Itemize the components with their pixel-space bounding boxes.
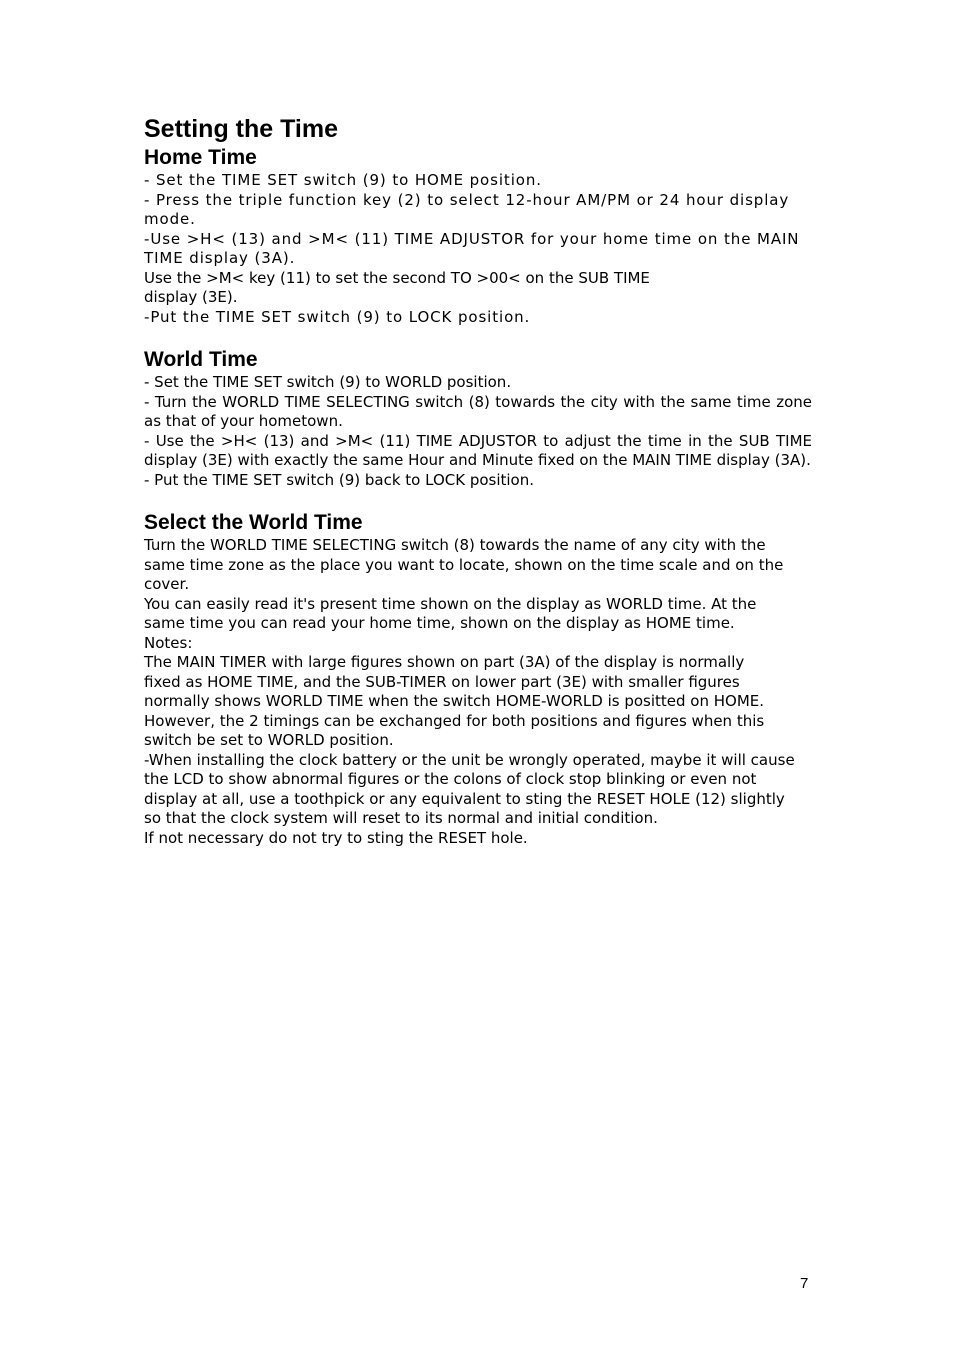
section-select-world-time	[144, 510, 812, 848]
page-number: 7	[800, 1275, 809, 1292]
home-time-step-4: Use the >M< key (11) to set the second TO >00< on the SUB TIME display (3E).	[144, 268, 650, 306]
notes-label: Notes:	[144, 633, 193, 652]
select-world-time-paragraph-2: You can easily read it's present time shown on the display as WORLD time. At the same time you can read your home time, shown on the display as HOME time.	[144, 594, 757, 632]
home-time-step-1: - Set the TIME SET switch (9) to HOME position.	[144, 171, 542, 189]
world-time-step-3: - Use the >H< (13) and >M< (11) TIME ADJUSTOR to adjust the time in the SUB TIME display (3E) with exactly the same Hour and Minute fixed on the MAIN TIME display (3A).	[144, 431, 812, 469]
home-time-step-3: -Use >H< (13) and >M< (11) TIME ADJUSTOR for your home time on the MAIN TIME display (3A).	[144, 229, 800, 267]
section-heading-world-time: World Time	[144, 348, 258, 371]
world-time-step-2: - Turn the WORLD TIME SELECTING switch (8) towards the city with the same time zone as that of your hometown.	[144, 392, 812, 430]
notes-paragraph-1: The MAIN TIMER with large figures shown on part (3A) of the display is normally fixed as HOME TIME, and the SUB-TIMER on lower part (3E) with smaller figures normally shows WORLD TIME when the switch HOME-WORLD is positted on HOME.	[144, 653, 765, 710]
notes-paragraph-2: However, the 2 timings can be exchanged for both positions and figures when this switch be set to WORLD position.	[144, 711, 765, 749]
section-heading-home-time: Home Time	[144, 146, 257, 169]
section-heading-select-world-time: Select the World Time	[144, 511, 363, 534]
page-title: Setting the Time	[144, 115, 339, 143]
page-content	[144, 113, 812, 848]
select-world-time-paragraph-1: Turn the WORLD TIME SELECTING switch (8) towards the name of any city with the same time zone as the place you want to locate, shown on the time scale and on the cover.	[144, 536, 784, 593]
notes-paragraph-4: If not necessary do not try to sting the RESET hole.	[144, 828, 528, 847]
world-time-step-4: - Put the TIME SET switch (9) back to LOCK position.	[144, 470, 535, 489]
world-time-step-1: - Set the TIME SET switch (9) to WORLD position.	[144, 373, 512, 391]
section-world-time	[144, 347, 812, 490]
home-time-step-5: -Put the TIME SET switch (9) to LOCK position.	[144, 307, 531, 326]
home-time-step-2: - Press the triple function key (2) to select 12-hour AM/PM or 24 hour display mode.	[144, 190, 790, 228]
notes-paragraph-3: -When installing the clock battery or the unit be wrongly operated, maybe it will cause the LCD to show abnormal figures or the colons of clock stop blinking or even not display at all, use a toothpick or any equivalent to sting the RESET HOLE (12) slightly so that the clock system will reset to its normal and initial condition.	[144, 750, 795, 827]
section-home-time	[144, 145, 812, 327]
